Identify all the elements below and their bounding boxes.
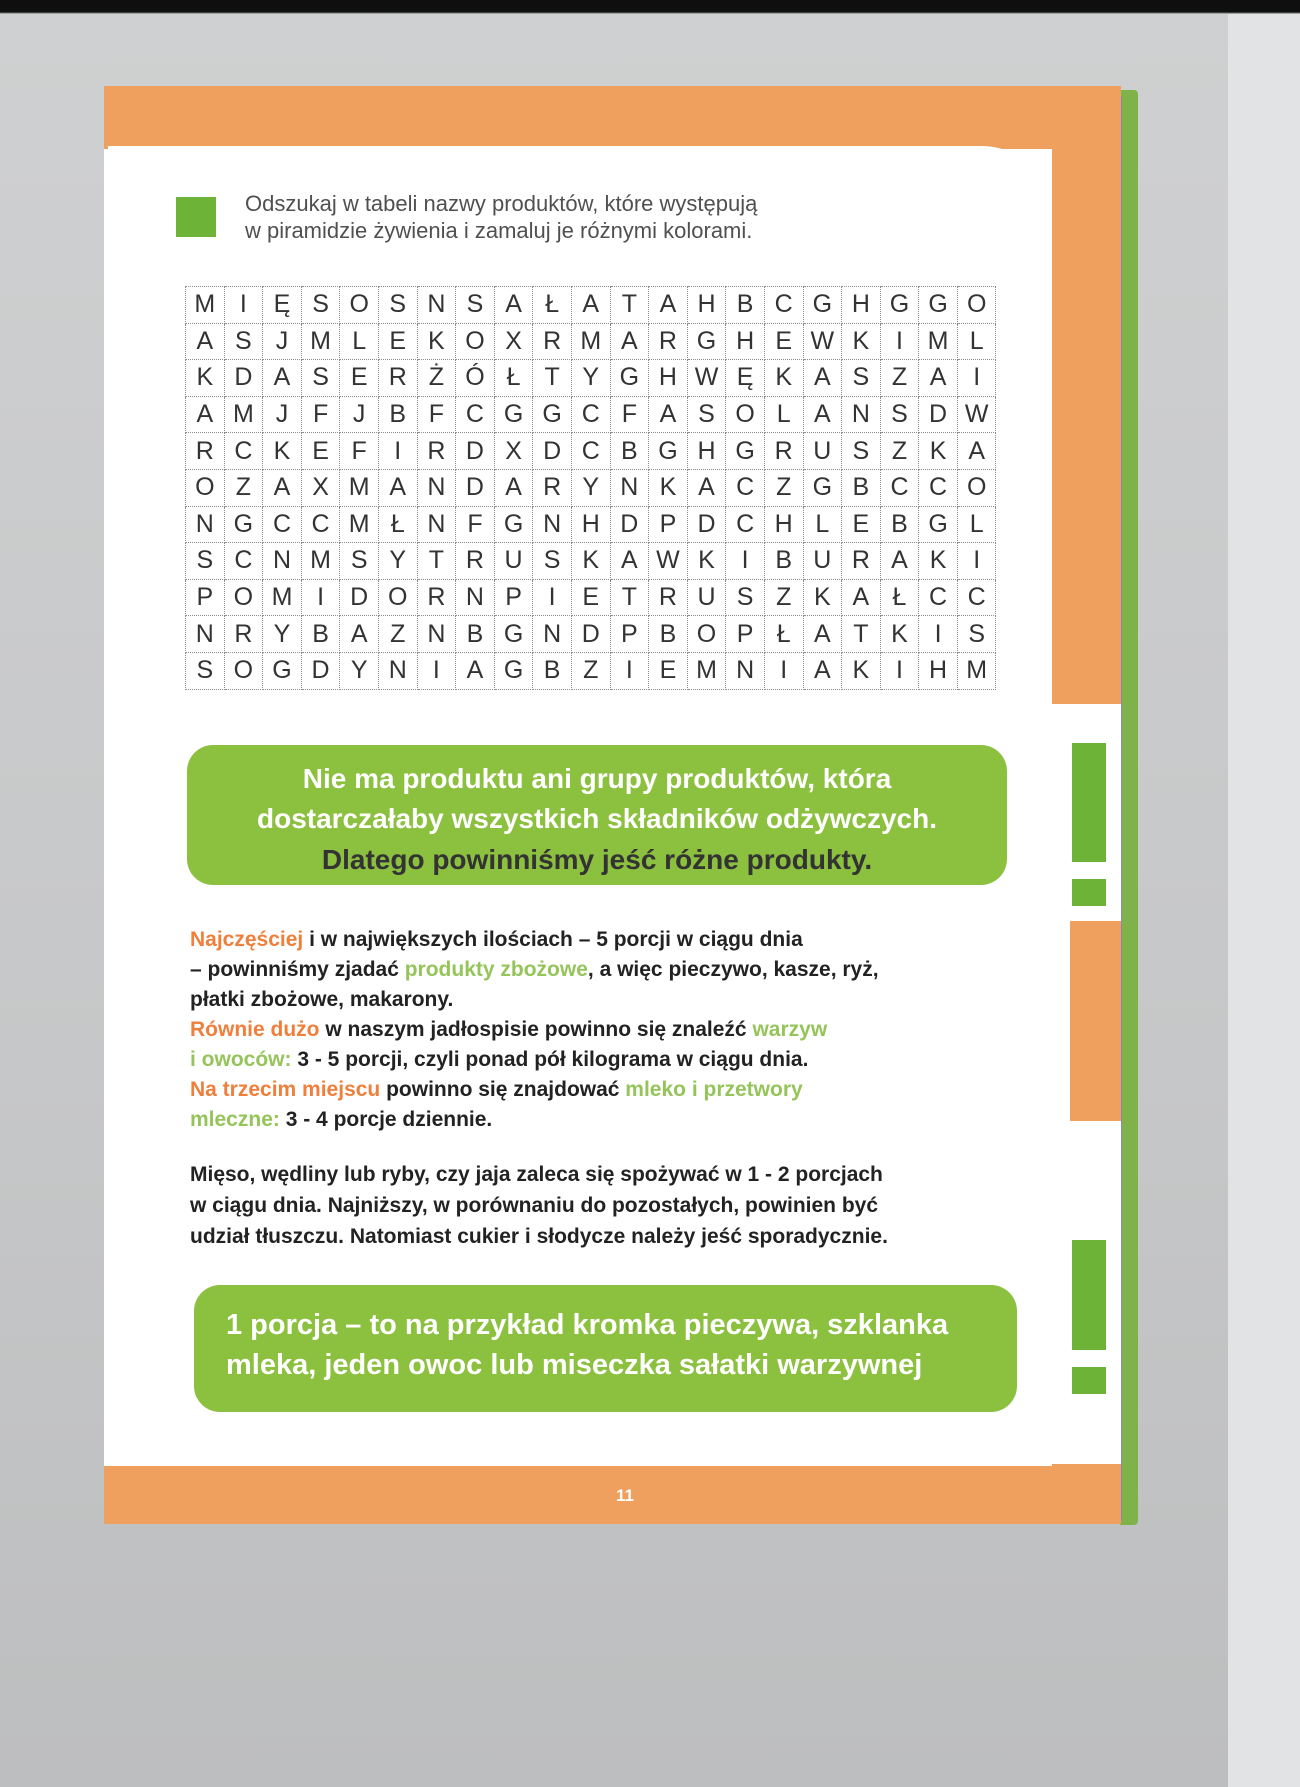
highlight-grain-products: produkty zbożowe: [404, 958, 588, 981]
grid-cell[interactable]: A: [803, 396, 842, 433]
grid-cell[interactable]: C: [456, 396, 495, 433]
grid-cell[interactable]: O: [378, 579, 417, 616]
grid-cell[interactable]: I: [880, 652, 919, 689]
grid-cell[interactable]: Y: [571, 469, 610, 506]
grid-cell[interactable]: E: [842, 506, 881, 543]
portion-definition: 1 porcja – to na przykład kromka pieczywa, szklanka mleka, jeden owoc lub miseczka sałatki warzywnej: [226, 1309, 949, 1381]
grid-cell[interactable]: R: [378, 360, 417, 397]
grid-cell[interactable]: G: [224, 506, 263, 543]
grid-cell[interactable]: N: [610, 469, 649, 506]
grid-cell[interactable]: M: [571, 323, 610, 360]
booklet-edge: [1120, 90, 1138, 1525]
grid-cell[interactable]: K: [803, 579, 842, 616]
grid-cell[interactable]: K: [417, 323, 456, 360]
grid-cell[interactable]: Ę: [263, 287, 302, 324]
grid-cell[interactable]: R: [224, 616, 263, 653]
background-right: [1228, 14, 1300, 1787]
grid-cell[interactable]: A: [263, 360, 302, 397]
grid-cell[interactable]: M: [263, 579, 302, 616]
grid-cell[interactable]: S: [842, 433, 881, 470]
grid-cell[interactable]: I: [764, 652, 803, 689]
grid-cell[interactable]: Ó: [456, 360, 495, 397]
highlight-dairy: mleko i przetwory: [625, 1078, 803, 1101]
paragraph-servings: Najczęściej i w największych ilościach – 5 porcji w ciągu dnia – powinniśmy zjadać produkty zbożowe, a więc pieczywo, kasze, ryż, płatki zbożowe, makarony. Równie dużo w naszym jadłospisie powinno się znaleźć warzyw i owoców: 3 - 5 porcji, czyli ponad pół kilograma w ciągu dnia. Na trzecim miejscu powinno się znajdować mleko i przetwory mleczne: 3 - 4 porcje dziennie.: [190, 928, 879, 1131]
grid-cell[interactable]: A: [803, 360, 842, 397]
grid-cell[interactable]: U: [494, 543, 533, 580]
grid-cell[interactable]: F: [456, 506, 495, 543]
grid-row: [186, 287, 996, 324]
grid-cell[interactable]: K: [186, 360, 225, 397]
grid-cell[interactable]: A: [957, 433, 996, 470]
grid-cell[interactable]: N: [186, 506, 225, 543]
grid-cell[interactable]: M: [687, 652, 726, 689]
grid-cell[interactable]: S: [301, 360, 340, 397]
grid-cell[interactable]: C: [263, 506, 302, 543]
highlight-equally-much: Równie dużo: [190, 1018, 320, 1041]
grid-cell[interactable]: A: [494, 287, 533, 324]
grid-cell[interactable]: U: [687, 579, 726, 616]
grid-cell[interactable]: G: [803, 469, 842, 506]
grid-cell[interactable]: P: [726, 616, 765, 653]
instruction-line-2: w piramidzie żywienia i zamaluj je różnymi kolorami.: [245, 218, 753, 243]
grid-cell[interactable]: Z: [378, 616, 417, 653]
grid-cell[interactable]: O: [957, 287, 996, 324]
grid-cell[interactable]: T: [610, 287, 649, 324]
grid-cell[interactable]: W: [957, 396, 996, 433]
grid-cell[interactable]: S: [456, 287, 495, 324]
grid-cell[interactable]: R: [417, 579, 456, 616]
grid-cell[interactable]: H: [649, 360, 688, 397]
grid-cell[interactable]: H: [726, 323, 765, 360]
grid-cell[interactable]: Y: [378, 543, 417, 580]
grid-cell[interactable]: X: [494, 323, 533, 360]
grid-cell[interactable]: S: [957, 616, 996, 653]
grid-cell[interactable]: A: [571, 287, 610, 324]
grid-cell[interactable]: Ł: [494, 360, 533, 397]
grid-row: [186, 396, 996, 433]
grid-cell[interactable]: Ł: [764, 616, 803, 653]
highlight-fruits: i owoców:: [190, 1048, 292, 1071]
grid-cell[interactable]: P: [494, 579, 533, 616]
grid-cell[interactable]: N: [263, 543, 302, 580]
grid-cell[interactable]: R: [186, 433, 225, 470]
grid-cell[interactable]: A: [186, 323, 225, 360]
grid-cell[interactable]: N: [842, 396, 881, 433]
grid-cell[interactable]: Ł: [378, 506, 417, 543]
grid-cell[interactable]: Z: [764, 579, 803, 616]
grid-cell[interactable]: M: [186, 287, 225, 324]
grid-cell[interactable]: N: [417, 616, 456, 653]
bullet-square-icon: [176, 197, 216, 237]
grid-row: [186, 506, 996, 543]
grid-cell[interactable]: I: [378, 433, 417, 470]
grid-cell[interactable]: C: [571, 433, 610, 470]
grid-cell[interactable]: M: [919, 323, 958, 360]
grid-cell[interactable]: P: [649, 506, 688, 543]
instruction-line-1: Odszukaj w tabeli nazwy produktów, które występują: [245, 191, 758, 216]
grid-cell[interactable]: O: [726, 396, 765, 433]
grid-cell[interactable]: M: [301, 323, 340, 360]
grid-cell[interactable]: R: [456, 543, 495, 580]
grid-cell[interactable]: N: [417, 287, 456, 324]
grid-cell[interactable]: Z: [880, 433, 919, 470]
grid-cell[interactable]: X: [301, 469, 340, 506]
grid-cell[interactable]: C: [764, 287, 803, 324]
nutrition-text: [190, 925, 990, 1252]
info-box-line-2: dostarczałaby wszystkich składników odżywczych.: [256, 803, 938, 834]
grid-cell[interactable]: A: [803, 652, 842, 689]
grid-cell[interactable]: C: [919, 469, 958, 506]
grid-cell[interactable]: D: [533, 433, 572, 470]
grid-cell[interactable]: C: [726, 506, 765, 543]
grid-cell[interactable]: X: [494, 433, 533, 470]
grid-cell[interactable]: Z: [880, 360, 919, 397]
grid-cell[interactable]: A: [263, 469, 302, 506]
grid-cell[interactable]: A: [649, 287, 688, 324]
grid-cell[interactable]: G: [494, 616, 533, 653]
grid-cell[interactable]: I: [224, 287, 263, 324]
grid-cell[interactable]: S: [687, 396, 726, 433]
grid-cell[interactable]: S: [186, 652, 225, 689]
grid-cell[interactable]: A: [378, 469, 417, 506]
grid-cell[interactable]: S: [378, 287, 417, 324]
grid-cell[interactable]: E: [378, 323, 417, 360]
word-search-grid[interactable]: [185, 286, 996, 690]
grid-cell[interactable]: B: [764, 543, 803, 580]
grid-cell[interactable]: N: [186, 616, 225, 653]
grid-cell[interactable]: C: [224, 433, 263, 470]
grid-cell[interactable]: B: [649, 616, 688, 653]
grid-cell[interactable]: I: [880, 323, 919, 360]
grid-cell[interactable]: C: [919, 579, 958, 616]
grid-cell[interactable]: F: [610, 396, 649, 433]
grid-cell[interactable]: I: [957, 543, 996, 580]
grid-cell[interactable]: W: [649, 543, 688, 580]
grid-cell[interactable]: H: [842, 287, 881, 324]
grid-cell[interactable]: Y: [340, 652, 379, 689]
grid-cell[interactable]: B: [301, 616, 340, 653]
grid-cell[interactable]: N: [533, 616, 572, 653]
highlight-dairy-2: mleczne:: [190, 1108, 280, 1131]
grid-cell[interactable]: G: [494, 396, 533, 433]
orange-side-strip: [1070, 921, 1121, 1121]
grid-cell[interactable]: I: [417, 652, 456, 689]
grid-cell[interactable]: D: [224, 360, 263, 397]
grid-cell[interactable]: Ę: [726, 360, 765, 397]
grid-cell[interactable]: O: [456, 323, 495, 360]
grid-cell[interactable]: B: [533, 652, 572, 689]
grid-cell[interactable]: M: [957, 652, 996, 689]
grid-cell[interactable]: I: [533, 579, 572, 616]
grid-cell[interactable]: R: [533, 469, 572, 506]
grid-cell[interactable]: H: [764, 506, 803, 543]
grid-cell[interactable]: J: [263, 323, 302, 360]
paragraph-meat-fat: Mięso, wędliny lub ryby, czy jaja zaleca się spożywać w 1 - 2 porcjach w ciągu dnia. Najniższy, w porównaniu do pozostałych, powinien być udział tłuszczu. Natomiast cukier i słodycze należy jeść sporadycznie.: [190, 1163, 888, 1248]
grid-cell[interactable]: R: [649, 579, 688, 616]
grid-cell[interactable]: R: [764, 433, 803, 470]
grid-cell[interactable]: K: [919, 433, 958, 470]
grid-cell[interactable]: M: [340, 469, 379, 506]
grid-cell[interactable]: G: [726, 433, 765, 470]
grid-cell[interactable]: C: [726, 469, 765, 506]
grid-cell[interactable]: A: [186, 396, 225, 433]
highlight-most-often: Najczęściej: [190, 928, 304, 951]
grid-cell[interactable]: Y: [571, 360, 610, 397]
info-box-portion: [194, 1285, 1017, 1412]
grid-cell[interactable]: S: [186, 543, 225, 580]
grid-cell[interactable]: A: [340, 616, 379, 653]
grid-cell[interactable]: D: [340, 579, 379, 616]
grid-cell[interactable]: F: [417, 396, 456, 433]
grid-cell[interactable]: K: [649, 469, 688, 506]
grid-cell[interactable]: E: [764, 323, 803, 360]
grid-cell[interactable]: B: [610, 433, 649, 470]
grid-cell[interactable]: J: [340, 396, 379, 433]
grid-cell[interactable]: I: [301, 579, 340, 616]
grid-cell[interactable]: E: [340, 360, 379, 397]
grid-cell[interactable]: S: [301, 287, 340, 324]
grid-cell[interactable]: C: [301, 506, 340, 543]
grid-cell[interactable]: K: [764, 360, 803, 397]
info-box-line-1: Nie ma produktu ani grupy produktów, która: [302, 763, 892, 794]
grid-cell[interactable]: G: [533, 396, 572, 433]
grid-cell[interactable]: E: [301, 433, 340, 470]
grid-cell[interactable]: M: [301, 543, 340, 580]
grid-cell[interactable]: A: [687, 469, 726, 506]
grid-cell[interactable]: L: [803, 506, 842, 543]
exclamation-icon: [1072, 743, 1106, 906]
grid-cell[interactable]: B: [456, 616, 495, 653]
grid-cell[interactable]: H: [571, 506, 610, 543]
grid-cell[interactable]: L: [764, 396, 803, 433]
grid-cell[interactable]: B: [880, 506, 919, 543]
grid-cell[interactable]: T: [533, 360, 572, 397]
grid-cell[interactable]: I: [610, 652, 649, 689]
grid-cell[interactable]: A: [842, 579, 881, 616]
grid-cell[interactable]: T: [842, 616, 881, 653]
grid-cell[interactable]: C: [957, 579, 996, 616]
grid-cell[interactable]: K: [263, 433, 302, 470]
grid-cell[interactable]: K: [919, 543, 958, 580]
grid-cell[interactable]: Ż: [417, 360, 456, 397]
grid-row: [186, 360, 996, 397]
grid-cell[interactable]: J: [263, 396, 302, 433]
grid-cell[interactable]: R: [417, 433, 456, 470]
grid-cell[interactable]: D: [610, 506, 649, 543]
grid-cell[interactable]: F: [340, 433, 379, 470]
grid-cell[interactable]: O: [687, 616, 726, 653]
grid-cell[interactable]: G: [803, 287, 842, 324]
grid-cell[interactable]: N: [378, 652, 417, 689]
grid-cell[interactable]: P: [610, 616, 649, 653]
grid-cell[interactable]: R: [533, 323, 572, 360]
grid-cell[interactable]: C: [571, 396, 610, 433]
grid-cell[interactable]: N: [456, 579, 495, 616]
grid-cell[interactable]: E: [571, 579, 610, 616]
exclamation-icon: [1072, 1240, 1106, 1394]
grid-cell[interactable]: G: [494, 506, 533, 543]
grid-cell[interactable]: F: [301, 396, 340, 433]
grid-cell[interactable]: E: [649, 652, 688, 689]
grid-cell[interactable]: D: [301, 652, 340, 689]
grid-cell[interactable]: K: [687, 543, 726, 580]
grid-cell[interactable]: O: [224, 652, 263, 689]
grid-cell[interactable]: S: [726, 579, 765, 616]
grid-cell[interactable]: C: [880, 469, 919, 506]
grid-cell[interactable]: N: [417, 506, 456, 543]
grid-cell[interactable]: S: [340, 543, 379, 580]
grid-cell[interactable]: S: [224, 323, 263, 360]
grid-cell[interactable]: Z: [224, 469, 263, 506]
grid-row: [186, 616, 996, 653]
grid-cell[interactable]: G: [687, 323, 726, 360]
grid-cell[interactable]: G: [919, 287, 958, 324]
grid-cell[interactable]: K: [842, 323, 881, 360]
highlight-third-place: Na trzecim miejscu: [190, 1078, 381, 1101]
grid-cell[interactable]: A: [803, 616, 842, 653]
grid-cell[interactable]: C: [224, 543, 263, 580]
grid-row: [186, 543, 996, 580]
grid-cell[interactable]: H: [687, 287, 726, 324]
grid-cell[interactable]: H: [919, 652, 958, 689]
grid-row: [186, 652, 996, 689]
grid-cell[interactable]: Y: [263, 616, 302, 653]
grid-cell[interactable]: D: [687, 506, 726, 543]
info-box-variety: [187, 745, 1007, 885]
grid-cell[interactable]: A: [880, 543, 919, 580]
grid-cell[interactable]: K: [571, 543, 610, 580]
grid-cell[interactable]: L: [957, 323, 996, 360]
grid-cell[interactable]: R: [649, 323, 688, 360]
grid-cell[interactable]: S: [842, 360, 881, 397]
grid-cell[interactable]: W: [687, 360, 726, 397]
grid-cell[interactable]: N: [417, 469, 456, 506]
grid-cell[interactable]: B: [378, 396, 417, 433]
exercise-instruction: [245, 190, 865, 244]
grid-cell[interactable]: I: [957, 360, 996, 397]
grid-cell[interactable]: A: [610, 543, 649, 580]
grid-cell[interactable]: N: [726, 652, 765, 689]
grid-cell[interactable]: K: [880, 616, 919, 653]
grid-cell[interactable]: S: [880, 396, 919, 433]
grid-cell[interactable]: Ł: [533, 287, 572, 324]
grid-cell[interactable]: S: [533, 543, 572, 580]
grid-cell[interactable]: T: [417, 543, 456, 580]
grid-cell[interactable]: I: [726, 543, 765, 580]
grid-cell[interactable]: A: [456, 652, 495, 689]
page-number: 11: [616, 1486, 634, 1505]
grid-cell[interactable]: M: [340, 506, 379, 543]
grid-cell[interactable]: G: [880, 287, 919, 324]
grid-cell[interactable]: O: [340, 287, 379, 324]
grid-cell[interactable]: B: [842, 469, 881, 506]
grid-row: [186, 579, 996, 616]
grid-cell[interactable]: G: [649, 433, 688, 470]
grid-cell[interactable]: D: [456, 433, 495, 470]
orange-frame-top: [104, 86, 1121, 149]
info-box-line-3: Dlatego powinniśmy jeść różne produkty.: [321, 844, 873, 875]
grid-cell[interactable]: O: [186, 469, 225, 506]
grid-cell[interactable]: Z: [571, 652, 610, 689]
grid-cell[interactable]: G: [263, 652, 302, 689]
grid-row: [186, 433, 996, 470]
grid-row: [186, 323, 996, 360]
grid-cell[interactable]: H: [687, 433, 726, 470]
grid-cell[interactable]: P: [186, 579, 225, 616]
grid-cell[interactable]: T: [610, 579, 649, 616]
grid-cell[interactable]: O: [957, 469, 996, 506]
grid-cell[interactable]: A: [610, 323, 649, 360]
grid-cell[interactable]: B: [726, 287, 765, 324]
grid-cell[interactable]: I: [919, 616, 958, 653]
grid-cell[interactable]: U: [803, 543, 842, 580]
grid-cell[interactable]: Z: [764, 469, 803, 506]
grid-cell[interactable]: W: [803, 323, 842, 360]
grid-cell[interactable]: A: [494, 469, 533, 506]
grid-cell[interactable]: O: [224, 579, 263, 616]
grid-cell[interactable]: A: [649, 396, 688, 433]
grid-cell[interactable]: D: [571, 616, 610, 653]
grid-cell[interactable]: M: [224, 396, 263, 433]
highlight-vegetables: warzyw: [752, 1018, 828, 1041]
grid-cell[interactable]: G: [919, 506, 958, 543]
grid-cell[interactable]: D: [919, 396, 958, 433]
grid-cell[interactable]: A: [919, 360, 958, 397]
grid-cell[interactable]: G: [610, 360, 649, 397]
grid-cell[interactable]: N: [533, 506, 572, 543]
grid-row: [186, 469, 996, 506]
grid-cell[interactable]: L: [340, 323, 379, 360]
grid-cell[interactable]: D: [456, 469, 495, 506]
grid-cell[interactable]: G: [494, 652, 533, 689]
grid-cell[interactable]: Ł: [880, 579, 919, 616]
grid-cell[interactable]: K: [842, 652, 881, 689]
grid-cell[interactable]: L: [957, 506, 996, 543]
grid-cell[interactable]: U: [803, 433, 842, 470]
grid-cell[interactable]: R: [842, 543, 881, 580]
